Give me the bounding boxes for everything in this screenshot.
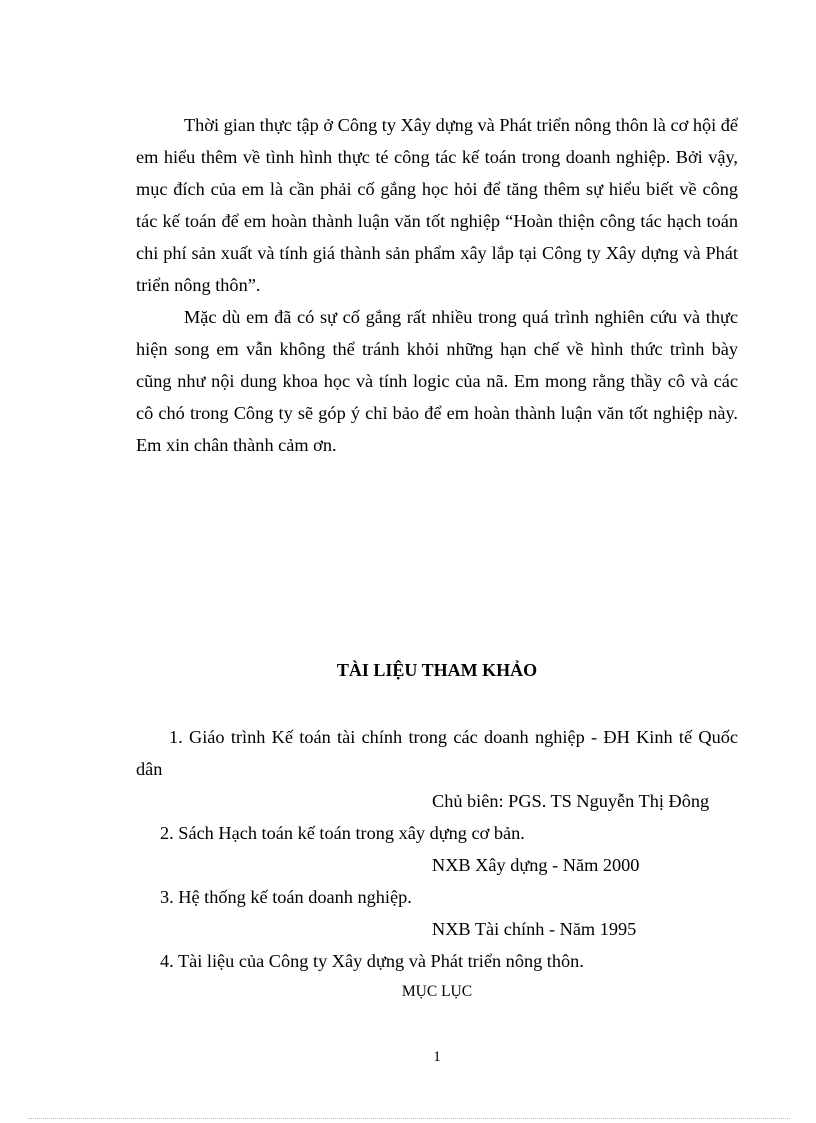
- body-text: [136, 109, 738, 461]
- reference-item-2: 2. Sách Hạch toán kế toán trong xây dựng cơ bản.: [160, 823, 525, 843]
- reference-item-3: 3. Hệ thống kế toán doanh nghiệp.: [160, 887, 412, 907]
- page-number: 1: [433, 1049, 441, 1065]
- reference-source-3: NXB Tài chính - Năm 1995: [432, 919, 637, 939]
- reference-source-1: Chủ biên: PGS. TS Nguyễn Thị Đông: [432, 791, 710, 811]
- references-list: [136, 721, 738, 977]
- page-bottom-border: [28, 1118, 790, 1119]
- references-heading: TÀI LIỆU THAM KHẢO: [336, 660, 538, 680]
- reference-item-1: 1. Giáo trình Kế toán tài chính trong các doanh nghiệp - ĐH Kinh tế Quốc dân: [136, 727, 738, 779]
- reference-source-2: NXB Xây dựng - Năm 2000: [432, 855, 640, 875]
- paragraph-internship: Thời gian thực tập ở Công ty Xây dựng và Phát triển nông thôn là cơ hội để em hiểu thêm về tình hình thực té công tác kế toán trong doanh nghiệp. Bởi vậy, mục đích của em là cần phải cố gắng học hỏi để tăng thêm sự hiểu biết về công tác kế toán để em hoàn thành luận văn tốt nghiệp “Hoàn thiện công tác hạch toán chi phí sản xuất và tính giá thành sản phẩm xây lắp tại Công ty Xây dựng và Phát triển nông thôn”.: [136, 115, 738, 295]
- paragraph-acknowledgement: Mặc dù em đã có sự cố gắng rất nhiều trong quá trình nghiên cứu và thực hiện song em vẫn không thể tránh khỏi những hạn chế về hình thức trình bày cũng như nội dung khoa học và tính logic của nã. Em mong rằng thầy cô và các cô chó trong Công ty sẽ góp ý chỉ bảo để em hoàn thành luận văn tốt nghiệp này. Em xin chân thành cảm ơn.: [136, 307, 738, 455]
- reference-item-4: 4. Tài liệu của Công ty Xây dựng và Phát triển nông thôn.: [160, 951, 584, 971]
- table-of-contents-title: MỤC LỤC: [401, 983, 473, 1000]
